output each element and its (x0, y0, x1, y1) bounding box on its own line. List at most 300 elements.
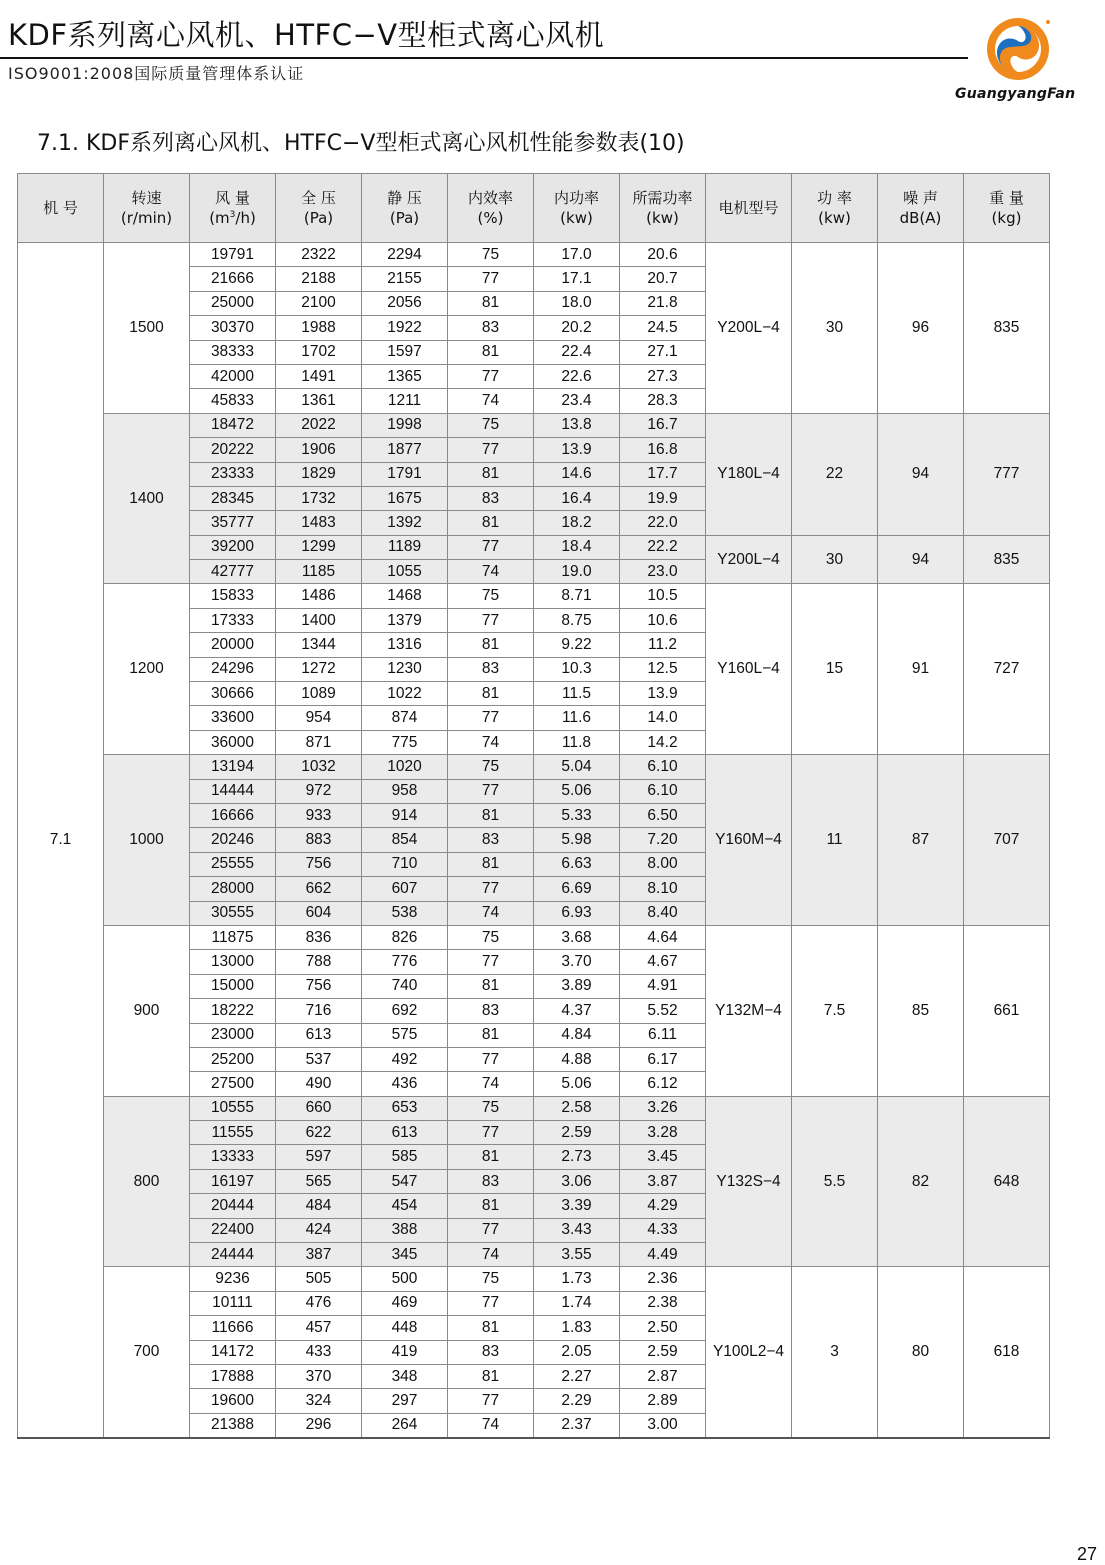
data-cell: 81 (448, 1023, 534, 1047)
weight-cell: 618 (964, 1267, 1050, 1438)
noise-cell: 96 (878, 243, 964, 414)
data-cell: 16.4 (534, 486, 620, 510)
speed-cell: 800 (104, 1096, 190, 1267)
column-header-unit: (kw) (646, 209, 679, 227)
data-cell: 24444 (190, 1243, 276, 1267)
data-cell: 20.7 (620, 267, 706, 291)
weight-cell: 707 (964, 755, 1050, 926)
data-cell: 14.2 (620, 730, 706, 754)
data-cell: 492 (362, 1047, 448, 1071)
table-body (18, 243, 1050, 1439)
motor-model-cell: Y160M−4 (706, 755, 792, 926)
data-cell: 23.0 (620, 560, 706, 584)
data-cell: 457 (276, 1316, 362, 1340)
noise-cell: 91 (878, 584, 964, 755)
noise-cell: 94 (878, 535, 964, 584)
data-cell: 874 (362, 706, 448, 730)
data-cell: 1988 (276, 316, 362, 340)
data-cell: 11875 (190, 925, 276, 949)
weight-cell: 777 (964, 413, 1050, 535)
data-cell: 585 (362, 1145, 448, 1169)
data-cell: 74 (448, 901, 534, 925)
data-cell: 4.49 (620, 1243, 706, 1267)
data-cell: 3.06 (534, 1169, 620, 1193)
weight-cell: 835 (964, 535, 1050, 584)
data-cell: 3.89 (534, 974, 620, 998)
column-header-unit: (Pa) (303, 209, 334, 227)
data-cell: 22400 (190, 1218, 276, 1242)
data-cell: 81 (448, 1316, 534, 1340)
column-header (792, 174, 878, 243)
data-cell: 660 (276, 1096, 362, 1120)
data-cell: 20246 (190, 828, 276, 852)
data-cell: 10.3 (534, 657, 620, 681)
data-cell: 2294 (362, 243, 448, 267)
column-header-name: 全 压 (301, 189, 336, 207)
data-cell: 2.37 (534, 1413, 620, 1438)
data-cell: 23333 (190, 462, 276, 486)
data-cell: 6.69 (534, 877, 620, 901)
data-cell: 11.2 (620, 633, 706, 657)
column-header (362, 174, 448, 243)
motor-model-cell: Y200L−4 (706, 535, 792, 584)
data-cell: 1675 (362, 486, 448, 510)
data-cell: 77 (448, 608, 534, 632)
data-cell: 2.58 (534, 1096, 620, 1120)
weight-cell: 835 (964, 243, 1050, 414)
speed-cell: 900 (104, 925, 190, 1096)
data-cell: 39200 (190, 535, 276, 559)
column-header-unit: (kg) (991, 209, 1022, 227)
data-cell: 13.9 (620, 682, 706, 706)
data-cell: 8.00 (620, 852, 706, 876)
data-cell: 21666 (190, 267, 276, 291)
data-cell: 81 (448, 852, 534, 876)
motor-model-cell: Y160L−4 (706, 584, 792, 755)
data-cell: 1491 (276, 364, 362, 388)
data-cell: 3.43 (534, 1218, 620, 1242)
data-cell: 81 (448, 1364, 534, 1388)
data-cell: 81 (448, 633, 534, 657)
data-cell: 16.7 (620, 413, 706, 437)
data-cell: 10.5 (620, 584, 706, 608)
data-cell: 454 (362, 1194, 448, 1218)
data-cell: 1055 (362, 560, 448, 584)
data-cell: 77 (448, 535, 534, 559)
data-cell: 1211 (362, 389, 448, 413)
page-number: 27 (1076, 1544, 1097, 1564)
data-cell: 710 (362, 852, 448, 876)
data-cell: 490 (276, 1072, 362, 1096)
motor-model-cell: Y100L2−4 (706, 1267, 792, 1438)
data-cell: 28.3 (620, 389, 706, 413)
data-cell: 83 (448, 1169, 534, 1193)
data-cell: 2.38 (620, 1291, 706, 1315)
data-cell: 17.1 (534, 267, 620, 291)
data-cell: 1.83 (534, 1316, 620, 1340)
column-header-unit: (Pa) (389, 209, 420, 227)
speed-cell: 1200 (104, 584, 190, 755)
data-cell: 21.8 (620, 291, 706, 315)
data-cell: 18.0 (534, 291, 620, 315)
data-cell: 5.06 (534, 779, 620, 803)
data-cell: 3.68 (534, 925, 620, 949)
brand-name: GuangyangFan (955, 86, 1076, 102)
data-cell: 83 (448, 999, 534, 1023)
data-cell: 75 (448, 1267, 534, 1291)
data-cell: 6.11 (620, 1023, 706, 1047)
column-header-name: 风 量 (215, 189, 250, 207)
data-cell: 2.87 (620, 1364, 706, 1388)
data-cell: 11.8 (534, 730, 620, 754)
document-title: KDF系列离心风机、HTFC−V型柜式离心风机 (8, 18, 605, 52)
data-cell: 3.39 (534, 1194, 620, 1218)
data-cell: 1998 (362, 413, 448, 437)
data-cell: 83 (448, 828, 534, 852)
data-cell: 776 (362, 950, 448, 974)
column-header (534, 174, 620, 243)
data-cell: 14.6 (534, 462, 620, 486)
motor-model-cell: Y200L−4 (706, 243, 792, 414)
data-cell: 662 (276, 877, 362, 901)
data-cell: 20.6 (620, 243, 706, 267)
data-cell: 914 (362, 803, 448, 827)
column-header (276, 174, 362, 243)
data-cell: 883 (276, 828, 362, 852)
data-cell: 6.10 (620, 755, 706, 779)
data-cell: 2155 (362, 267, 448, 291)
data-cell: 1365 (362, 364, 448, 388)
data-cell: 1400 (276, 608, 362, 632)
column-header-name: 内功率 (553, 189, 599, 207)
data-cell: 1732 (276, 486, 362, 510)
data-cell: 77 (448, 364, 534, 388)
data-cell: 296 (276, 1413, 362, 1438)
data-cell: 2.29 (534, 1389, 620, 1413)
speed-cell: 1000 (104, 755, 190, 926)
data-cell: 433 (276, 1340, 362, 1364)
weight-cell: 661 (964, 925, 1050, 1096)
speed-cell: 1500 (104, 243, 190, 414)
column-header-name: 所需功率 (632, 189, 693, 207)
data-cell: 16.8 (620, 438, 706, 462)
data-cell: 81 (448, 511, 534, 535)
speed-cell: 1400 (104, 413, 190, 584)
column-header-unit: (kw) (818, 209, 851, 227)
data-cell: 5.52 (620, 999, 706, 1023)
data-cell: 81 (448, 974, 534, 998)
noise-cell: 87 (878, 755, 964, 926)
machine-number-cell: 7.1 (18, 243, 104, 1439)
data-cell: 77 (448, 267, 534, 291)
data-cell: 476 (276, 1291, 362, 1315)
data-cell: 370 (276, 1364, 362, 1388)
data-cell: 16666 (190, 803, 276, 827)
data-cell: 23000 (190, 1023, 276, 1047)
data-cell: 17333 (190, 608, 276, 632)
data-cell: 1791 (362, 462, 448, 486)
certification-subtitle: ISO9001:2008国际质量管理体系认证 (8, 64, 305, 83)
data-cell: 424 (276, 1218, 362, 1242)
data-cell: 15833 (190, 584, 276, 608)
data-cell: 756 (276, 852, 362, 876)
noise-cell: 85 (878, 925, 964, 1096)
data-cell: 345 (362, 1243, 448, 1267)
data-cell: 4.67 (620, 950, 706, 974)
data-cell: 42000 (190, 364, 276, 388)
data-cell: 75 (448, 925, 534, 949)
data-cell: 1185 (276, 560, 362, 584)
data-cell: 16197 (190, 1169, 276, 1193)
data-cell: 81 (448, 462, 534, 486)
guangyang-logo-icon (978, 14, 1058, 84)
data-cell: 17.0 (534, 243, 620, 267)
data-cell: 11666 (190, 1316, 276, 1340)
data-cell: 1089 (276, 682, 362, 706)
data-cell: 613 (362, 1121, 448, 1145)
data-cell: 81 (448, 340, 534, 364)
data-cell: 12.5 (620, 657, 706, 681)
data-cell: 4.64 (620, 925, 706, 949)
data-cell: 3.00 (620, 1413, 706, 1438)
data-cell: 4.84 (534, 1023, 620, 1047)
motor-power-cell: 11 (792, 755, 878, 926)
table-header-row (18, 174, 1050, 243)
column-header-unit: (%) (477, 209, 504, 227)
data-cell: 13.8 (534, 413, 620, 437)
data-cell: 75 (448, 755, 534, 779)
weight-cell: 648 (964, 1096, 1050, 1267)
motor-power-cell: 30 (792, 243, 878, 414)
column-header-unit: $(m^3/h)$ (209, 209, 256, 227)
data-cell: 36000 (190, 730, 276, 754)
data-cell: 1486 (276, 584, 362, 608)
data-cell: 25555 (190, 852, 276, 876)
column-header (706, 174, 792, 243)
data-cell: 958 (362, 779, 448, 803)
data-cell: 836 (276, 925, 362, 949)
data-cell: 1189 (362, 535, 448, 559)
data-cell: 3.87 (620, 1169, 706, 1193)
data-cell: 3.70 (534, 950, 620, 974)
data-cell: 25000 (190, 291, 276, 315)
data-cell: 622 (276, 1121, 362, 1145)
data-cell: 19791 (190, 243, 276, 267)
data-cell: 8.75 (534, 608, 620, 632)
data-cell: 11.6 (534, 706, 620, 730)
data-cell: 6.17 (620, 1047, 706, 1071)
motor-model-cell: Y132M−4 (706, 925, 792, 1096)
data-cell: 17.7 (620, 462, 706, 486)
motor-model-cell: Y132S−4 (706, 1096, 792, 1267)
data-cell: 17888 (190, 1364, 276, 1388)
data-cell: 77 (448, 1047, 534, 1071)
motor-model-cell: Y180L−4 (706, 413, 792, 535)
motor-power-cell: 30 (792, 535, 878, 584)
data-cell: 77 (448, 1121, 534, 1145)
data-cell: 27.1 (620, 340, 706, 364)
data-cell: 83 (448, 316, 534, 340)
column-header-name: 重 量 (989, 189, 1024, 207)
data-cell: 23.4 (534, 389, 620, 413)
data-cell: 30370 (190, 316, 276, 340)
data-cell: 6.12 (620, 1072, 706, 1096)
data-cell: 18.2 (534, 511, 620, 535)
data-cell: 388 (362, 1218, 448, 1242)
data-cell: 1877 (362, 438, 448, 462)
data-cell: 28345 (190, 486, 276, 510)
data-cell: 7.20 (620, 828, 706, 852)
data-cell: 20222 (190, 438, 276, 462)
data-cell: 826 (362, 925, 448, 949)
data-cell: 2056 (362, 291, 448, 315)
data-cell: 972 (276, 779, 362, 803)
data-cell: 469 (362, 1291, 448, 1315)
motor-power-cell: 3 (792, 1267, 878, 1438)
data-cell: 2.89 (620, 1389, 706, 1413)
data-cell: 1344 (276, 633, 362, 657)
data-cell: 5.33 (534, 803, 620, 827)
data-cell: 19600 (190, 1389, 276, 1413)
data-cell: 77 (448, 1389, 534, 1413)
data-cell: 788 (276, 950, 362, 974)
data-cell: 13000 (190, 950, 276, 974)
data-cell: 22.6 (534, 364, 620, 388)
data-cell: 5.06 (534, 1072, 620, 1096)
data-cell: 20000 (190, 633, 276, 657)
column-header-name: 功 率 (817, 189, 852, 207)
data-cell: 77 (448, 877, 534, 901)
data-cell: 24.5 (620, 316, 706, 340)
data-cell: 4.91 (620, 974, 706, 998)
data-cell: 77 (448, 950, 534, 974)
data-cell: 8.10 (620, 877, 706, 901)
column-header (448, 174, 534, 243)
data-cell: 6.63 (534, 852, 620, 876)
data-cell: 13333 (190, 1145, 276, 1169)
motor-power-cell: 5.5 (792, 1096, 878, 1267)
data-cell: 505 (276, 1267, 362, 1291)
data-cell: 1392 (362, 511, 448, 535)
data-cell: 75 (448, 243, 534, 267)
data-cell: 77 (448, 779, 534, 803)
data-cell: 10.6 (620, 608, 706, 632)
data-cell: 83 (448, 1340, 534, 1364)
data-cell: 20.2 (534, 316, 620, 340)
data-cell: 4.33 (620, 1218, 706, 1242)
data-cell: 597 (276, 1145, 362, 1169)
column-header (18, 174, 104, 243)
data-cell: 264 (362, 1413, 448, 1438)
motor-power-cell: 22 (792, 413, 878, 535)
data-cell: 419 (362, 1340, 448, 1364)
data-cell: 5.98 (534, 828, 620, 852)
data-cell: 538 (362, 901, 448, 925)
data-cell: 19.0 (534, 560, 620, 584)
data-cell: 2.50 (620, 1316, 706, 1340)
table-row (18, 584, 1050, 608)
data-cell: 74 (448, 730, 534, 754)
data-cell: 11.5 (534, 682, 620, 706)
data-cell: 604 (276, 901, 362, 925)
data-cell: 1906 (276, 438, 362, 462)
data-cell: 27500 (190, 1072, 276, 1096)
data-cell: 613 (276, 1023, 362, 1047)
data-cell: 14444 (190, 779, 276, 803)
column-header (878, 174, 964, 243)
data-cell: 448 (362, 1316, 448, 1340)
data-cell: 484 (276, 1194, 362, 1218)
speed-cell: 700 (104, 1267, 190, 1438)
data-cell: 8.71 (534, 584, 620, 608)
noise-cell: 80 (878, 1267, 964, 1438)
data-cell: 4.37 (534, 999, 620, 1023)
section-title: 7.1. KDF系列离心风机、HTFC−V型柜式离心风机性能参数表(10) (37, 131, 685, 156)
motor-power-cell: 7.5 (792, 925, 878, 1096)
data-cell: 716 (276, 999, 362, 1023)
data-cell: 1.74 (534, 1291, 620, 1315)
noise-cell: 82 (878, 1096, 964, 1267)
data-cell: 575 (362, 1023, 448, 1047)
data-cell: 2322 (276, 243, 362, 267)
column-header-name: 静 压 (387, 189, 422, 207)
data-cell: 77 (448, 438, 534, 462)
data-cell: 74 (448, 389, 534, 413)
data-cell: 22.0 (620, 511, 706, 535)
data-cell: 42777 (190, 560, 276, 584)
data-cell: 1361 (276, 389, 362, 413)
data-cell: 387 (276, 1243, 362, 1267)
table-row (18, 1096, 1050, 1120)
data-cell: 537 (276, 1047, 362, 1071)
data-cell: 871 (276, 730, 362, 754)
data-cell: 20444 (190, 1194, 276, 1218)
data-cell: 3.28 (620, 1121, 706, 1145)
data-cell: 83 (448, 486, 534, 510)
data-cell: 2.36 (620, 1267, 706, 1291)
data-cell: 81 (448, 803, 534, 827)
data-cell: 1483 (276, 511, 362, 535)
data-cell: 28000 (190, 877, 276, 901)
data-cell: 2188 (276, 267, 362, 291)
data-cell: 3.55 (534, 1243, 620, 1267)
data-cell: 2.05 (534, 1340, 620, 1364)
performance-table (17, 173, 1050, 1439)
data-cell: 854 (362, 828, 448, 852)
data-cell: 9236 (190, 1267, 276, 1291)
header-divider (0, 57, 968, 59)
column-header-unit: (kw) (560, 209, 593, 227)
data-cell: 1022 (362, 682, 448, 706)
data-cell: 1272 (276, 657, 362, 681)
data-cell: 692 (362, 999, 448, 1023)
data-cell: 74 (448, 1072, 534, 1096)
data-cell: 3.26 (620, 1096, 706, 1120)
data-cell: 11555 (190, 1121, 276, 1145)
data-cell: 13.9 (534, 438, 620, 462)
data-cell: 75 (448, 1096, 534, 1120)
data-cell: 22.2 (620, 535, 706, 559)
table-row (18, 755, 1050, 779)
data-cell: 77 (448, 1218, 534, 1242)
column-header-name: 内效率 (467, 189, 513, 207)
data-cell: 1468 (362, 584, 448, 608)
data-cell: 25200 (190, 1047, 276, 1071)
data-cell: 4.88 (534, 1047, 620, 1071)
column-header (190, 174, 276, 243)
data-cell: 33600 (190, 706, 276, 730)
data-cell: 1702 (276, 340, 362, 364)
